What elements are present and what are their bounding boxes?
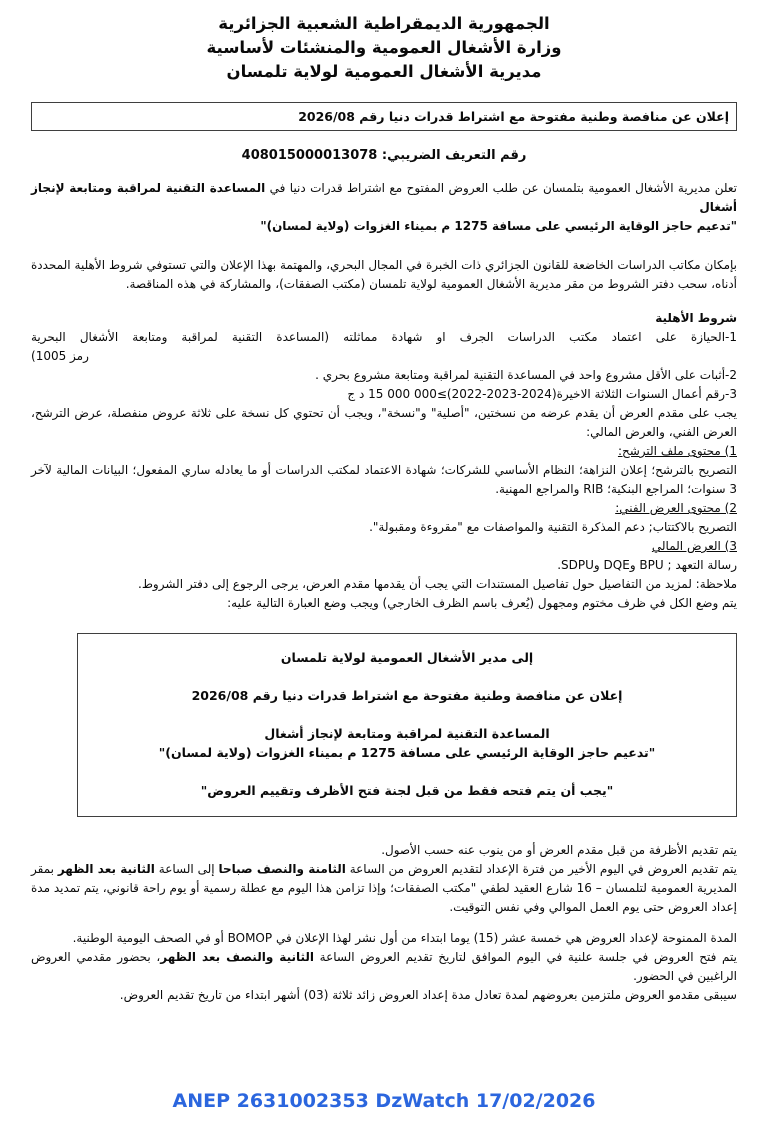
opening-end: ، بحضور مقدمي العروض الراغبين في الحضور.: [31, 950, 737, 983]
envelope-spacer: [88, 762, 726, 781]
submission-time-afternoon: الثانية بعد الظهر: [57, 862, 155, 876]
directorate-title: مديرية الأشغال العمومية لولاية تلمسان: [226, 62, 542, 81]
republic-title: الجمهورية الديمقراطية الشعبية الجزائرية: [218, 14, 550, 33]
ministry-title: وزارة الأشغال العمومية والمنشئات لأساسية: [206, 38, 562, 57]
eligibility-paragraph: بإمكان مكاتب الدراسات الخاضعة للقانون الجزائري ذات الخبرة في المجال البحري، والمهتمة بهذا الإعلان والتي تستوفي شروط الأهلية المحددة أدناه، سحب دفتر الشروط من مقر مديرية الأشغال العمومية لولاية تلمسان (مكتب الصفقات)، والمشاركة في هذه المناقصة.: [31, 258, 737, 291]
intro-text: تعلن مديرية الأشغال العمومية بتلمسان عن طلب العروض المفتوح مع اشتراط قدرات دنيا في: [265, 181, 737, 195]
envelope-notice-title: إعلان عن منافصة وطنية مفتوحة مع اشتراط قدرات دنيا رقم 2026/08: [191, 688, 623, 703]
opening-time-bold: الثانية والنصف بعد الظهر: [160, 950, 314, 964]
tax-id-line: رقم التعريف الضريبي: 408015000013078: [241, 148, 527, 163]
section-1-heading: 1) محتوى ملف الترشح:: [617, 444, 737, 458]
validity-paragraph: سيبقى مقدمو العروض ملتزمين بعروضهم لمدة تعادل مدة إعداد العروض زائد ثلاثة (03) أشهر ابتداء من تاريخ تقديم العروض.: [119, 988, 737, 1002]
intro-mission-bold: المساعدة التقنية لمراقبة ومتابعة لإنجاز أشغال: [31, 181, 737, 214]
envelope-subject-line-2: "تدعيم حاجز الوقاية الرئيسي على مسافة 1275 م بميناء الغزوات (ولاية لمسان)": [158, 745, 656, 760]
envelope-recipient: إلى مدير الأشغال العمومية لولاية تلمسان: [280, 650, 534, 665]
condition-item-1-line-2: رمز 1005): [31, 349, 89, 363]
anep-footer: ANEP 2631002353 DzWatch 17/02/2026: [172, 1090, 596, 1112]
notice-title: إعلان عن منافصة وطنية مفتوحة مع اشتراط قدرات دنيا رقم 2026/08: [298, 109, 729, 124]
submission-p2-end: بمقر المديرية العمومية لتلمسان – 16 شارع العقيد لطفي "مكتب الصفقات؛ وإذا تزامن هذا اليوم مع عطلة رسمية أو يوم راحة قانوني، يتم تمديد مدة إعداد العروض حتى يوم العمل الموالي وفي نفس التوقيت.: [31, 862, 737, 914]
intro-paragraph: [31, 179, 737, 217]
submission-p2-text: يتم تقديم العروض في اليوم الأخير من فترة الإعداد لتقديم العروض من الساعة: [345, 862, 737, 876]
note-paragraph: ملاحظة: لمزيد من التفاصيل حول تفاصيل المستندات التي يجب أن يقدمها مقدم العرض، يرجى الرجوع إلى دفتر الشروط.: [138, 577, 737, 591]
notice-number-box: [31, 102, 737, 131]
submission-time-morning: الثامنة والنصف صباحا: [218, 862, 346, 876]
condition-item-2: 2-أثبات على الأقل مشروع واحد في المساعدة التقنية لمراقبة ومتابعة مشروع بحري .: [315, 368, 737, 382]
envelope-spacer: [88, 667, 726, 686]
envelope-subject-line-1: المساعدة التقنية لمراقبة ومتابعة لإنجاز أشغال: [264, 726, 550, 741]
condition-item-3: 3-رقم أعمال السنوات الثلاثة الاخيرة(2024-2023-2022)≥15 000 000 د ج: [347, 387, 737, 401]
copies-paragraph: يجب على مقدم العرض أن يقدم عرضه من نسختين، "أصلية" و"نسخة"، ويجب أن تحتوي كل نسخة على ثلاثة عروض منفصلة، عرض الترشح، العرض الفني، والعرض المالي:: [31, 406, 737, 439]
condition-item-1-line-1: 1-الحيازة على اعتماد مكتب الدراسات الجرف او شهادة مماثلته (المساعدة التقنية لمراقبة ومتابعة الأشغال البحرية: [31, 330, 737, 344]
section-2-heading: 2) محتوى العرض الفني:: [615, 501, 737, 515]
submission-section: [31, 841, 737, 1005]
section-2-body: التصريح بالاكتتاب; دعم المذكرة التقنية والمواصفات مع "مقروءة ومقبولة".: [369, 520, 737, 534]
envelope-spacer: [88, 705, 726, 724]
section-1-body: التصريح بالترشح؛ إعلان النزاهة؛ النظام الأساسي للشركات؛ شهادة الاعتماد لمكتب الدراسات أو ما يعادله ساري المفعول؛ البيانات المالية لآخر 3 سنوات؛ المراجع البنكية؛ RIB والمراجع المهنية.: [31, 463, 737, 496]
letterhead: [31, 12, 737, 84]
envelope-warning: "يجب أن يتم فتحه فقط من قبل لجنة فتح الأظرف وتقييم العروض": [200, 783, 614, 798]
section-3-heading: 3) العرض المالي: [651, 539, 737, 553]
submission-paragraph-2: [31, 860, 737, 917]
opening-text: يتم فتح العروض في جلسة علنية في اليوم الموافق لتاريخ تقديم العروض الساعة: [314, 950, 737, 964]
envelope-instruction: يتم وضع الكل في ظرف مختوم ومجهول (يُعرف باسم الظرف الخارجي) ويجب وضع العبارة التالية عليه:: [227, 596, 737, 610]
submission-p2-mid: إلى الساعة: [154, 862, 219, 876]
project-title-line: "تدعيم حاجز الوقاية الرئيسي على مسافة 1275 م بميناء الغزوات (ولاية لمسان)": [260, 219, 737, 233]
conditions-heading: شروط الأهلية: [655, 311, 737, 325]
section-3-body: رسالة التعهد ; BPU وDQE وSDPU.: [557, 558, 737, 572]
envelope-box: [77, 633, 737, 817]
submission-paragraph-1: يتم تقديم الأظرفة من قبل مقدم العرض أو من ينوب عنه حسب الأصول.: [381, 843, 737, 857]
deadline-paragraph: المدة الممنوحة لإعداد العروض هي خمسة عشر (15) يوما ابتداء من أول نشر لهذا الإعلان في BOMOP أو في الصحف اليومية الوطنية.: [72, 931, 737, 945]
opening-paragraph: [31, 948, 737, 986]
